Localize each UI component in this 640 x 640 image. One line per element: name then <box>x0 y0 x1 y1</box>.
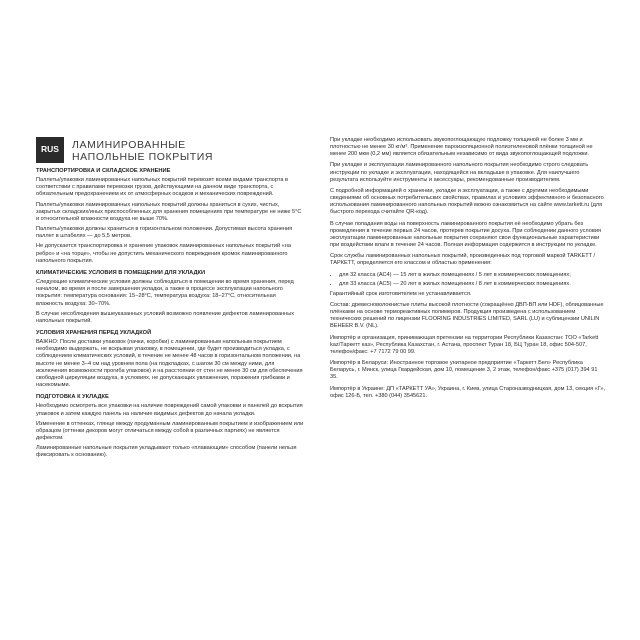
section-heading: УСЛОВИЯ ХРАНЕНИЯ ПЕРЕД УКЛАДКОЙ <box>36 329 152 336</box>
paragraph: Паллеты/упаковки должны храниться в горизонтальном положении. Допустимая высота хранения паллет в штабелях — до 5,5 метров. <box>36 226 293 240</box>
section-heading: ПОДГОТОВКА К УКЛАДКЕ <box>36 394 109 401</box>
paragraph: Следующие климатические условия должны соблюдаться в помещении во время хранения, перед началом, во время и после завершения укладки, а также в процессе эксплуатации напольного покрытия: температура основания: 15−28°С, температура воздуха: 18−27°С, относительная влажность воздуха: 30−70%. <box>36 279 294 307</box>
title-line-2: НАПОЛЬНЫЕ ПОКРЫТИЯ <box>72 151 214 163</box>
importer-ukraine: Импортёр в Украине: ДП «ТАРКЕТТ УА», Украина, г. Киев, улица Староназводницкая, дом 13, секция «Г», офис 126-Б, тел. +380 (044) 3545621. <box>330 385 606 399</box>
paragraph: Не допускается транспортировка и хранение упаковок ламинированных напольных покрытий «на ребро» и «на торце», чтобы не допустить механического повреждения кромок ламинированного напольного покрытия. <box>36 243 291 264</box>
title-block <box>36 137 304 163</box>
language-badge: RUS <box>36 137 64 163</box>
section-preparation <box>36 394 304 459</box>
section-transport <box>36 168 304 265</box>
section-heading: ТРАНСПОРТИРОВКА И СКЛАДСКОЕ ХРАНЕНИЕ <box>36 168 171 174</box>
title-line-1: ЛАМИНИРОВАННЫЕ <box>72 139 186 151</box>
paragraph: Изменение в оттенках, глянце между продуманным ламинированным покрытием и изображением или образцом (оттенки декоров могут отличаться между собой в различных партиях) не является дефектом. <box>36 420 304 441</box>
paragraph: Паллеты/упаковки ламинированных напольных покрытий перевозят всеми видами транспорта в соответствии с правилами перевозки грузов, действующими на данном виде транспорта, с обязательным предохранением их от атмосферных осадков и механических повреждений. <box>36 177 288 198</box>
section-heading: КЛИМАТИЧЕСКИЕ УСЛОВИЯ В ПОМЕЩЕНИИ ДЛЯ УКЛАДКИ <box>36 269 206 276</box>
website-info-paragraph: С подробной информацией о хранении, укладке и эксплуатации, а также с другими необходимыми сведениями об основных потребительских свойствах, правилах и условиях эффективного и безопасного использования ламинированного напольных покрытий можно ознакомиться на сайте www.tarkett.ru (для быстрого перехода считайте QR-код). <box>330 187 604 216</box>
importer-kazakhstan: Импортёр и организация, принимающая претензии на территории Республики Казахстан: ТОО «Tarkett kaz/Таркетт каз», Республика Казахстан, г. Астана, проспект Туран 18, БЦ Туран 18, офис 504-507, телефон/факс: +7 7172 79 00 99. <box>330 334 599 355</box>
water-paragraph: В случае попадания воды на поверхность ламинированного покрытия её необходимо убрать без промедления в течение первых 24 часов, протерев покрытие досуха. При соблюдении данного условия эксплуатации ламинированные напольные покрытия сохраняют свои функциональные характеристики при воздействии влаги в течение 24 часов. Полная информация содержится в инструкции по укладке. <box>330 220 601 249</box>
document-title <box>72 137 213 163</box>
paragraph: В случае несоблюдения вышеуказанных условий возможно появление дефектов ламинированных напольных покрытий. <box>36 310 295 324</box>
right-column <box>330 137 606 404</box>
importer-belarus: Импортёр в Беларуси: Иностранное торговое унитарное предприятие «Таркетт Бел» Республика Беларусь, г. Минск, улица Гвардейская, дом 10, помещение 3, 2 этаж, телефон/факс +375 (017) 394 91 35. <box>330 360 598 381</box>
list-item: • для 33 класса (АС5) — 20 лет в жилых помещениях / 8 лет в коммерческих помещениях. <box>339 281 606 288</box>
paragraph: ВАЖНО: После доставки упаковок (пачки, коробки) с ламинированным напольным покрытием необходимо выдержать, не вскрывая упаковку, в помещении, где будет производиться укладка, с соблюдением климатических условий, в течение не менее 48 часов в горизонтальном положении, на высоте не менее 3−4 см над уровнем пола (на подкладках, с шагом 30 см между ними, для исключения возможности прогиба упаковок) и на расстоянии от стен не менее 30 см для обеспечения свободной циркуляции воздуха, в условиях, не допускающих увлажнения, поражения грибками и насекомыми. <box>36 339 303 389</box>
list-item: • для 32 класса (АС4) — 15 лет в жилых помещениях / 5 лет в коммерческих помещениях; <box>339 272 606 279</box>
section-storage <box>36 330 304 389</box>
underlay-paragraph: При укладке необходимо использовать звукопоглощающую подложку толщиной не более 3 мм и плотностью не менее 30 кг/м³. Применение пароизоляционной полиэтиленовой плёнки толщиной не менее 200 мкм (0,2 мм) является обязательным независимо от вида звукопоглощающей подложки. <box>330 137 593 158</box>
composition-paragraph: Состав: древесноволокнистые плиты высокой плотности (сокращённо ДВП-ВП или HDF), облицованные плёнками на основе термореактивных полимеров. Продукция произведена с использованием технических решений по лицензии FLOORING INDUSTRIES LIMITED, SARL (LU) и сублицензии UNILIN BEHEER B.V. (NL). <box>330 301 604 330</box>
instructions-paragraph: При укладке и эксплуатации ламинированного напольного покрытия необходимо строго следовать инструкции по укладке и эксплуатации, находящейся на вкладыше в упаковке. Для наилучшего результата используйте инструменты и аксессуары, рекомендованные производителем. <box>330 162 589 183</box>
paragraph: Паллеты/упаковки ламинированных напольных покрытий должны храниться в сухих, чистых, закрытых складских/иных приспособленных для хранения помещениях при температуре не ниже 5°С и относительной влажности воздуха не выше 70%. <box>36 201 302 222</box>
paragraph: Ламинированные напольные покрытия укладывают только «плавающим» способом (панели нельзя фиксировать к основанию). <box>36 445 297 459</box>
section-climate <box>36 270 304 325</box>
warranty-paragraph: Гарантийный срок изготовителем не устанавливается. <box>330 290 472 297</box>
paragraph: Необходимо осмотреть все упаковки на наличие повреждений самой упаковки и панелей до вскрытия упаковок и затем каждую панель на наличие видимых дефектов до начала укладки. <box>36 403 303 417</box>
service-life-list <box>330 272 606 288</box>
left-column <box>36 137 304 462</box>
service-life-paragraph: Срок службы ламинированных напольных покрытий, произведенных под торговой маркой TARKETT / ТАРКЕТТ, определяется его классом и областью применения: <box>330 253 596 267</box>
